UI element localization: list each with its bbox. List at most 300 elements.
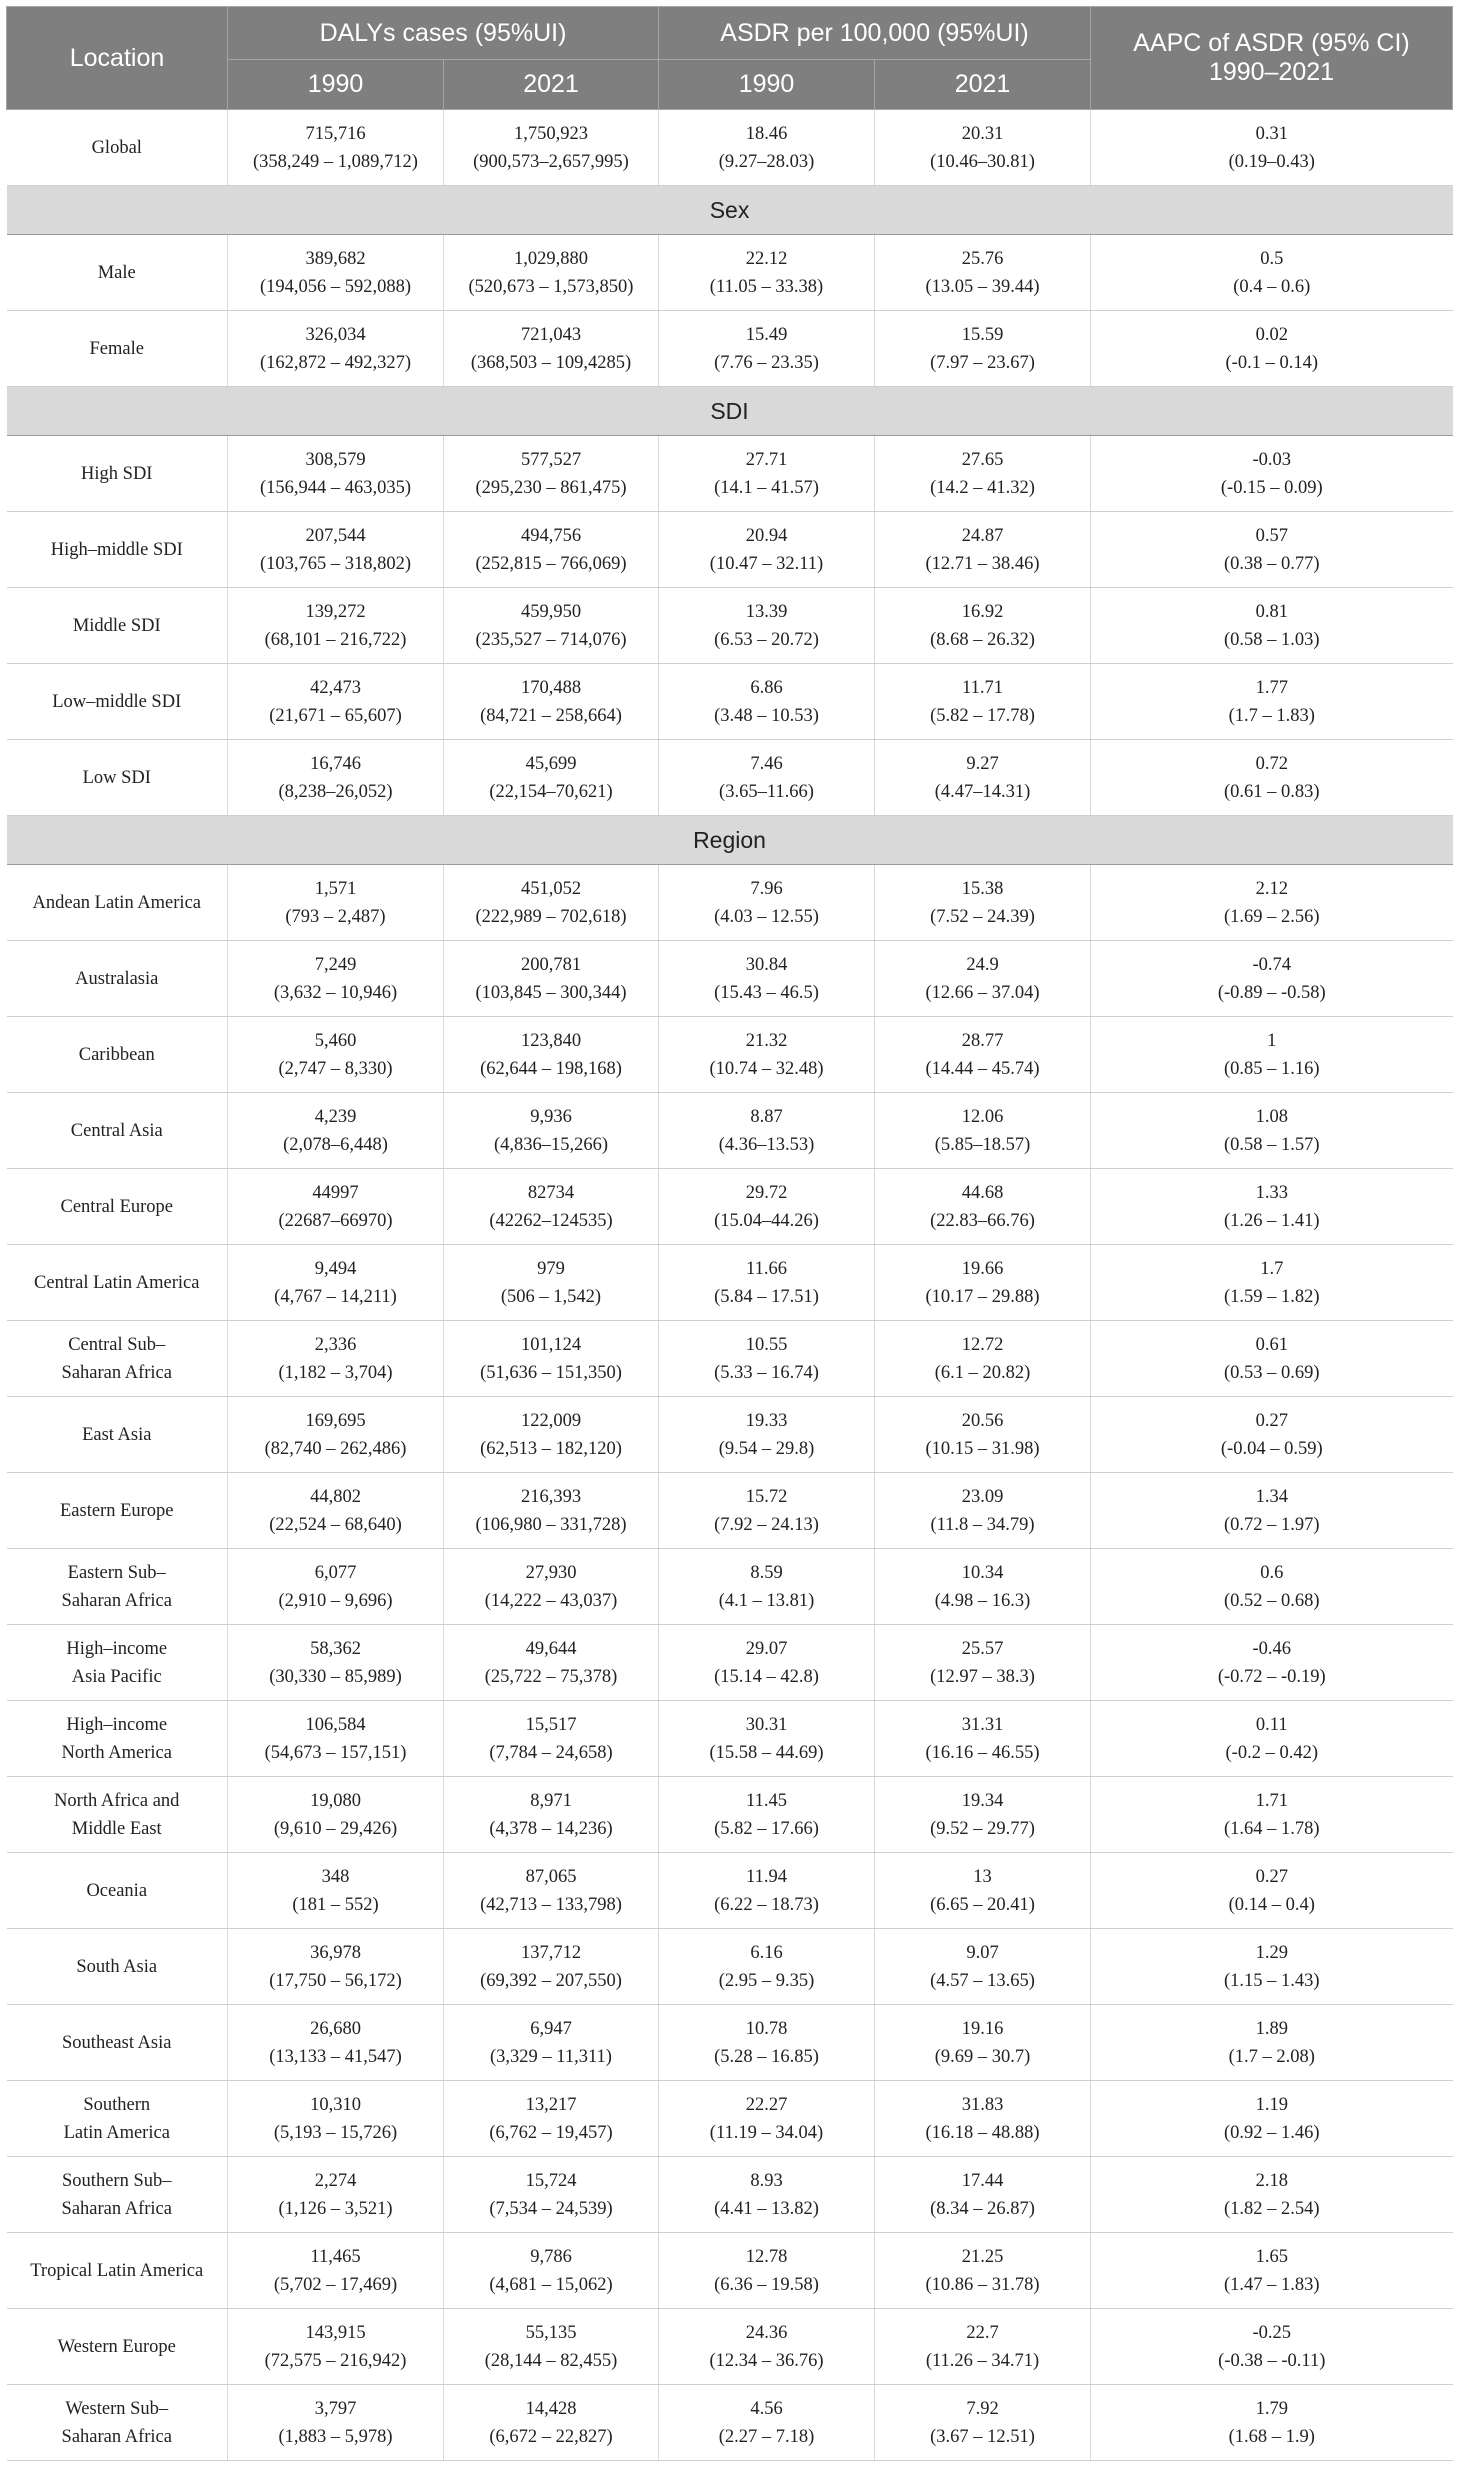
- location-name-line2: Latin America: [63, 2122, 170, 2143]
- dalys-2021-cell: [444, 436, 659, 512]
- asdr-1990-cell: [659, 2233, 875, 2309]
- table-row: [7, 1625, 1453, 1701]
- aapc-cell: [1091, 1017, 1453, 1093]
- dalys-2021-cell: [444, 1853, 659, 1929]
- dalys-2021-interval: (3,329 – 11,311): [490, 2046, 612, 2067]
- dalys-1990-value: 143,915: [305, 2322, 366, 2343]
- asdr-2021-value: 20.56: [961, 1410, 1004, 1431]
- location-cell: [7, 664, 228, 740]
- asdr-2021-interval: (14.44 – 45.74): [925, 1058, 1040, 1079]
- dalys-2021-value: 87,065: [525, 1866, 577, 1887]
- asdr-1990-interval: (5.33 – 16.74): [714, 1362, 819, 1383]
- asdr-2021-interval: (13.05 – 39.44): [925, 276, 1040, 297]
- asdr-2021-cell: [875, 2081, 1091, 2157]
- asdr-1990-interval: (11.19 – 34.04): [709, 2122, 824, 2143]
- asdr-2021-value: 20.31: [961, 123, 1004, 144]
- dalys-2021-interval: (4,378 – 14,236): [489, 1818, 613, 1839]
- aapc-cell: [1091, 2081, 1453, 2157]
- asdr-1990-interval: (6.22 – 18.73): [714, 1894, 819, 1915]
- dalys-2021-interval: (900,573–2,657,995): [473, 151, 629, 172]
- dalys-1990-interval: (1,126 – 3,521): [278, 2198, 393, 2219]
- aapc-value: 0.6: [1260, 1562, 1284, 1583]
- location-name: Central Europe: [60, 1196, 173, 1217]
- dalys-2021-interval: (520,673 – 1,573,850): [468, 276, 634, 297]
- table-row: [7, 1321, 1453, 1397]
- dalys-2021-interval: (28,144 – 82,455): [484, 2350, 618, 2371]
- table-row: [7, 1017, 1453, 1093]
- asdr-2021-cell: [875, 311, 1091, 387]
- location-name: High–middle SDI: [50, 539, 183, 560]
- location-name: Global: [91, 137, 142, 158]
- dalys-2021-value: 55,135: [525, 2322, 577, 2343]
- asdr-1990-interval: (4.41 – 13.82): [714, 2198, 819, 2219]
- dalys-1990-value: 36,978: [310, 1942, 361, 1963]
- dalys-2021-interval: (69,392 – 207,550): [480, 1970, 622, 1991]
- location-cell: [7, 235, 228, 311]
- header-dalys-2021: 2021: [444, 60, 659, 110]
- location-name: Western Europe: [57, 2336, 176, 2357]
- aapc-value: 1.79: [1255, 2398, 1288, 2419]
- table-row: [7, 1397, 1453, 1473]
- aapc-value: 1: [1267, 1030, 1277, 1051]
- dalys-1990-interval: (82,740 – 262,486): [264, 1438, 407, 1459]
- dalys-1990-value: 26,680: [310, 2018, 361, 2039]
- asdr-1990-cell: [659, 110, 875, 186]
- header-aapc: AAPC of ASDR (95% CI) 1990–2021: [1091, 7, 1453, 110]
- aapc-value: 0.72: [1255, 753, 1288, 774]
- dalys-2021-interval: (42262–124535): [489, 1210, 613, 1231]
- aapc-value: 0.5: [1260, 248, 1284, 269]
- asdr-2021-cell: [875, 2005, 1091, 2081]
- asdr-1990-cell: [659, 2309, 875, 2385]
- asdr-2021-interval: (6.1 – 20.82): [934, 1362, 1031, 1383]
- location-name: East Asia: [82, 1424, 152, 1445]
- asdr-2021-interval: (5.82 – 17.78): [930, 705, 1035, 726]
- location-cell: [7, 1701, 228, 1777]
- dalys-1990-interval: (22687–66970): [278, 1210, 393, 1231]
- aapc-interval: (-0.72 – -0.19): [1217, 1666, 1326, 1687]
- location-name: High SDI: [81, 463, 153, 484]
- dalys-1990-value: 42,473: [310, 677, 361, 698]
- dalys-2021-cell: [444, 1397, 659, 1473]
- table-row: [7, 588, 1453, 664]
- table-row: [7, 2233, 1453, 2309]
- asdr-1990-value: 22.12: [745, 248, 788, 269]
- dalys-2021-interval: (6,672 – 22,827): [489, 2426, 613, 2447]
- asdr-1990-interval: (2.27 – 7.18): [718, 2426, 815, 2447]
- dalys-1990-cell: [228, 1929, 444, 2005]
- dalys-2021-cell: [444, 2005, 659, 2081]
- dalys-2021-interval: (252,815 – 766,069): [475, 553, 627, 574]
- dalys-2021-value: 13,217: [525, 2094, 577, 2115]
- asdr-1990-cell: [659, 1473, 875, 1549]
- dalys-2021-interval: (106,980 – 331,728): [475, 1514, 627, 1535]
- asdr-2021-value: 13: [973, 1866, 992, 1887]
- location-name: Female: [89, 338, 144, 359]
- asdr-1990-value: 21.32: [745, 1030, 788, 1051]
- location-cell: [7, 1397, 228, 1473]
- aapc-interval: (1.15 – 1.43): [1223, 1970, 1320, 1991]
- table-row: [7, 311, 1453, 387]
- dalys-2021-value: 459,950: [520, 601, 582, 622]
- aapc-interval: (1.26 – 1.41): [1223, 1210, 1320, 1231]
- aapc-value: 1.33: [1255, 1182, 1288, 1203]
- location-name: Low–middle SDI: [52, 691, 182, 712]
- dalys-2021-value: 49,644: [525, 1638, 577, 1659]
- location-name: Central Asia: [70, 1120, 163, 1141]
- asdr-2021-cell: [875, 436, 1091, 512]
- aapc-cell: [1091, 1549, 1453, 1625]
- aapc-value: 1.71: [1255, 1790, 1288, 1811]
- location-name-line2: Asia Pacific: [71, 1666, 162, 1687]
- section-header-sex: [7, 186, 1453, 235]
- aapc-value: 1.7: [1260, 1258, 1284, 1279]
- asdr-1990-value: 20.94: [745, 525, 788, 546]
- dalys-1990-cell: [228, 941, 444, 1017]
- asdr-1990-interval: (10.47 – 32.11): [709, 553, 824, 574]
- dalys-1990-cell: [228, 1017, 444, 1093]
- table-row: [7, 110, 1453, 186]
- asdr-2021-interval: (4.47–14.31): [934, 781, 1031, 802]
- table-row: [7, 2385, 1453, 2461]
- asdr-2021-value: 12.06: [961, 1106, 1004, 1127]
- dalys-2021-cell: [444, 2385, 659, 2461]
- asdr-1990-cell: [659, 512, 875, 588]
- asdr-1990-interval: (9.54 – 29.8): [718, 1438, 815, 1459]
- location-name: Southern: [83, 2094, 151, 2115]
- aapc-interval: (-0.2 – 0.42): [1225, 1742, 1318, 1763]
- asdr-2021-cell: [875, 2309, 1091, 2385]
- dalys-2021-cell: [444, 1093, 659, 1169]
- asdr-2021-value: 17.44: [961, 2170, 1004, 2191]
- asdr-1990-interval: (15.58 – 44.69): [709, 1742, 824, 1763]
- asdr-2021-value: 23.09: [961, 1486, 1004, 1507]
- asdr-1990-interval: (4.36–13.53): [718, 1134, 815, 1155]
- aapc-cell: [1091, 1929, 1453, 2005]
- location-cell: [7, 2233, 228, 2309]
- location-cell: [7, 941, 228, 1017]
- dalys-1990-interval: (793 – 2,487): [285, 906, 386, 927]
- dalys-2021-cell: [444, 1777, 659, 1853]
- asdr-2021-interval: (4.98 – 16.3): [934, 1590, 1031, 1611]
- location-name: Oceania: [86, 1880, 148, 1901]
- aapc-cell: [1091, 2385, 1453, 2461]
- aapc-cell: [1091, 1625, 1453, 1701]
- dalys-1990-value: 6,077: [314, 1562, 357, 1583]
- dalys-1990-value: 139,272: [305, 601, 366, 622]
- location-name-line2: Saharan Africa: [61, 1590, 172, 1611]
- aapc-cell: [1091, 512, 1453, 588]
- dalys-1990-value: 11,465: [310, 2246, 361, 2267]
- dalys-2021-cell: [444, 1549, 659, 1625]
- asdr-2021-cell: [875, 2385, 1091, 2461]
- aapc-interval: (-0.89 – -0.58): [1217, 982, 1326, 1003]
- asdr-1990-cell: [659, 2157, 875, 2233]
- aapc-cell: [1091, 865, 1453, 941]
- dalys-2021-value: 14,428: [525, 2398, 577, 2419]
- asdr-1990-value: 30.84: [745, 954, 788, 975]
- asdr-2021-value: 22.7: [966, 2322, 999, 2343]
- asdr-1990-cell: [659, 436, 875, 512]
- section-title: Region: [7, 816, 1453, 865]
- asdr-2021-value: 19.66: [961, 1258, 1004, 1279]
- table-row: [7, 2005, 1453, 2081]
- location-name-line2: Middle East: [71, 1818, 162, 1839]
- asdr-1990-cell: [659, 1929, 875, 2005]
- dalys-1990-interval: (9,610 – 29,426): [273, 1818, 398, 1839]
- aapc-value: 1.34: [1255, 1486, 1288, 1507]
- dalys-2021-cell: [444, 1169, 659, 1245]
- table-row: [7, 1473, 1453, 1549]
- asdr-1990-value: 8.93: [750, 2170, 783, 2191]
- asdr-2021-cell: [875, 1397, 1091, 1473]
- location-name: Male: [97, 262, 136, 283]
- dalys-1990-value: 326,034: [305, 324, 366, 345]
- dalys-1990-cell: [228, 512, 444, 588]
- location-cell: [7, 1777, 228, 1853]
- location-cell: [7, 1853, 228, 1929]
- asdr-1990-value: 10.55: [745, 1334, 788, 1355]
- dalys-2021-interval: (103,845 – 300,344): [475, 982, 627, 1003]
- dalys-2021-cell: [444, 1701, 659, 1777]
- table-row: [7, 1777, 1453, 1853]
- aapc-cell: [1091, 1321, 1453, 1397]
- aapc-cell: [1091, 941, 1453, 1017]
- asdr-1990-value: 7.96: [750, 878, 783, 899]
- header-asdr-2021: 2021: [875, 60, 1091, 110]
- dalys-2021-interval: (506 – 1,542): [500, 1286, 602, 1307]
- location-cell: [7, 2309, 228, 2385]
- aapc-cell: [1091, 664, 1453, 740]
- dalys-1990-cell: [228, 235, 444, 311]
- location-cell: [7, 1017, 228, 1093]
- aapc-interval: (1.7 – 1.83): [1228, 705, 1315, 726]
- aapc-value: 2.18: [1255, 2170, 1288, 2191]
- asdr-1990-cell: [659, 941, 875, 1017]
- dalys-1990-value: 308,579: [305, 449, 366, 470]
- asdr-2021-value: 9.27: [966, 753, 999, 774]
- asdr-2021-value: 19.34: [961, 1790, 1004, 1811]
- asdr-2021-interval: (8.68 – 26.32): [930, 629, 1035, 650]
- dalys-table: [6, 6, 1453, 2461]
- aapc-value: 1.08: [1255, 1106, 1288, 1127]
- asdr-2021-value: 9.07: [966, 1942, 999, 1963]
- asdr-2021-value: 11.71: [962, 677, 1003, 698]
- asdr-1990-interval: (15.14 – 42.8): [714, 1666, 819, 1687]
- dalys-2021-value: 1,029,880: [514, 248, 588, 269]
- asdr-2021-value: 25.57: [961, 1638, 1004, 1659]
- dalys-2021-cell: [444, 235, 659, 311]
- location-name: Eastern Sub–: [67, 1562, 166, 1583]
- asdr-1990-interval: (4.1 – 13.81): [718, 1590, 815, 1611]
- table-row: [7, 1929, 1453, 2005]
- location-name: Central Latin America: [34, 1272, 200, 1293]
- aapc-interval: (-0.04 – 0.59): [1220, 1438, 1323, 1459]
- location-name-line2: Saharan Africa: [61, 1362, 172, 1383]
- aapc-value: 1.29: [1255, 1942, 1288, 1963]
- asdr-1990-interval: (14.1 – 41.57): [714, 477, 819, 498]
- aapc-value: 0.11: [1255, 1714, 1288, 1735]
- dalys-1990-cell: [228, 1853, 444, 1929]
- section-header-sdi: [7, 387, 1453, 436]
- location-cell: [7, 2385, 228, 2461]
- asdr-2021-cell: [875, 865, 1091, 941]
- asdr-1990-cell: [659, 1625, 875, 1701]
- dalys-1990-value: 348: [321, 1866, 350, 1887]
- dalys-2021-value: 6,947: [530, 2018, 572, 2039]
- asdr-1990-cell: [659, 1777, 875, 1853]
- aapc-interval: (0.14 – 0.4): [1228, 1894, 1315, 1915]
- dalys-2021-cell: [444, 311, 659, 387]
- asdr-1990-interval: (5.82 – 17.66): [714, 1818, 819, 1839]
- asdr-1990-cell: [659, 1853, 875, 1929]
- dalys-2021-value: 1,750,923: [514, 123, 588, 144]
- dalys-1990-cell: [228, 1625, 444, 1701]
- asdr-2021-interval: (14.2 – 41.32): [930, 477, 1035, 498]
- location-cell: [7, 1929, 228, 2005]
- asdr-1990-value: 27.71: [745, 449, 788, 470]
- asdr-2021-cell: [875, 110, 1091, 186]
- asdr-1990-cell: [659, 1093, 875, 1169]
- dalys-1990-cell: [228, 1701, 444, 1777]
- aapc-interval: (0.85 – 1.16): [1223, 1058, 1320, 1079]
- asdr-1990-interval: (11.05 – 33.38): [709, 276, 824, 297]
- asdr-1990-value: 19.33: [745, 1410, 788, 1431]
- asdr-2021-interval: (10.17 – 29.88): [925, 1286, 1040, 1307]
- table-row: [7, 1701, 1453, 1777]
- dalys-1990-interval: (5,702 – 17,469): [273, 2274, 398, 2295]
- dalys-2021-interval: (84,721 – 258,664): [480, 705, 622, 726]
- asdr-2021-value: 31.83: [961, 2094, 1004, 2115]
- asdr-2021-interval: (7.52 – 24.39): [930, 906, 1035, 927]
- location-cell: [7, 1473, 228, 1549]
- location-name: Central Sub–: [68, 1334, 166, 1355]
- dalys-2021-cell: [444, 2233, 659, 2309]
- asdr-1990-cell: [659, 1321, 875, 1397]
- aapc-interval: (0.52 – 0.68): [1223, 1590, 1320, 1611]
- dalys-1990-interval: (21,671 – 65,607): [269, 705, 402, 726]
- aapc-cell: [1091, 588, 1453, 664]
- asdr-2021-interval: (12.71 – 38.46): [925, 553, 1040, 574]
- aapc-cell: [1091, 1397, 1453, 1473]
- dalys-2021-value: 170,488: [520, 677, 582, 698]
- asdr-2021-cell: [875, 1017, 1091, 1093]
- asdr-1990-value: 6.86: [750, 677, 783, 698]
- asdr-1990-value: 4.56: [750, 2398, 783, 2419]
- asdr-1990-value: 8.87: [750, 1106, 783, 1127]
- asdr-2021-value: 25.76: [961, 248, 1004, 269]
- table-row: [7, 2081, 1453, 2157]
- aapc-value: 0.27: [1255, 1410, 1288, 1431]
- dalys-2021-interval: (7,534 – 24,539): [489, 2198, 613, 2219]
- table-row: [7, 1245, 1453, 1321]
- asdr-1990-value: 30.31: [745, 1714, 788, 1735]
- dalys-2021-interval: (25,722 – 75,378): [484, 1666, 618, 1687]
- aapc-cell: [1091, 436, 1453, 512]
- asdr-2021-interval: (3.67 – 12.51): [930, 2426, 1035, 2447]
- aapc-interval: (1.7 – 2.08): [1228, 2046, 1315, 2067]
- dalys-1990-cell: [228, 664, 444, 740]
- location-name: Southern Sub–: [62, 2170, 172, 2191]
- location-name: Western Sub–: [65, 2398, 169, 2419]
- dalys-1990-value: 16,746: [310, 753, 361, 774]
- table-container: [6, 6, 1452, 2461]
- asdr-2021-cell: [875, 1929, 1091, 2005]
- location-cell: [7, 1625, 228, 1701]
- asdr-1990-value: 12.78: [745, 2246, 788, 2267]
- asdr-1990-value: 29.07: [745, 1638, 788, 1659]
- aapc-value: -0.03: [1252, 449, 1292, 470]
- asdr-1990-value: 29.72: [745, 1182, 788, 1203]
- dalys-1990-value: 44997: [312, 1182, 359, 1203]
- asdr-2021-value: 19.16: [961, 2018, 1004, 2039]
- dalys-1990-cell: [228, 1093, 444, 1169]
- location-name: High–income: [66, 1638, 168, 1659]
- location-name: Caribbean: [78, 1044, 155, 1065]
- asdr-2021-cell: [875, 235, 1091, 311]
- asdr-2021-interval: (11.26 – 34.71): [925, 2350, 1040, 2371]
- dalys-1990-value: 5,460: [314, 1030, 357, 1051]
- asdr-2021-cell: [875, 664, 1091, 740]
- asdr-2021-value: 15.38: [961, 878, 1004, 899]
- dalys-1990-interval: (2,747 – 8,330): [278, 1058, 393, 1079]
- dalys-2021-interval: (62,644 – 198,168): [480, 1058, 622, 1079]
- dalys-2021-cell: [444, 588, 659, 664]
- asdr-2021-value: 7.92: [966, 2398, 999, 2419]
- table-header: [7, 7, 1453, 110]
- dalys-1990-value: 207,544: [305, 525, 366, 546]
- asdr-1990-value: 11.66: [746, 1258, 787, 1279]
- dalys-2021-value: 216,393: [520, 1486, 582, 1507]
- aapc-interval: (1.47 – 1.83): [1223, 2274, 1320, 2295]
- asdr-1990-interval: (12.34 – 36.76): [709, 2350, 824, 2371]
- dalys-2021-value: 123,840: [520, 1030, 582, 1051]
- location-cell: [7, 311, 228, 387]
- dalys-2021-cell: [444, 865, 659, 941]
- location-cell: [7, 588, 228, 664]
- asdr-2021-interval: (10.86 – 31.78): [925, 2274, 1040, 2295]
- asdr-2021-interval: (16.16 – 46.55): [925, 1742, 1040, 1763]
- asdr-1990-cell: [659, 2081, 875, 2157]
- table-body: [7, 110, 1453, 2461]
- dalys-1990-value: 58,362: [310, 1638, 361, 1659]
- asdr-1990-cell: [659, 235, 875, 311]
- dalys-2021-value: 122,009: [520, 1410, 582, 1431]
- location-cell: [7, 2157, 228, 2233]
- asdr-1990-interval: (4.03 – 12.55): [714, 906, 819, 927]
- asdr-1990-cell: [659, 1245, 875, 1321]
- asdr-2021-interval: (4.57 – 13.65): [930, 1970, 1035, 1991]
- location-cell: [7, 436, 228, 512]
- table-row: [7, 1853, 1453, 1929]
- dalys-1990-interval: (8,238–26,052): [278, 781, 393, 802]
- asdr-1990-value: 24.36: [745, 2322, 788, 2343]
- dalys-2021-value: 577,527: [520, 449, 582, 470]
- asdr-1990-value: 18.46: [745, 123, 788, 144]
- aapc-value: 1.77: [1255, 677, 1288, 698]
- asdr-1990-value: 7.46: [750, 753, 783, 774]
- aapc-value: 0.57: [1255, 525, 1288, 546]
- asdr-2021-value: 12.72: [961, 1334, 1004, 1355]
- dalys-2021-value: 101,124: [520, 1334, 582, 1355]
- asdr-2021-interval: (12.97 – 38.3): [930, 1666, 1035, 1687]
- section-title: Sex: [7, 186, 1453, 235]
- table-row: [7, 865, 1453, 941]
- dalys-1990-cell: [228, 110, 444, 186]
- dalys-1990-interval: (5,193 – 15,726): [273, 2122, 398, 2143]
- dalys-1990-interval: (162,872 – 492,327): [259, 352, 412, 373]
- asdr-2021-cell: [875, 1701, 1091, 1777]
